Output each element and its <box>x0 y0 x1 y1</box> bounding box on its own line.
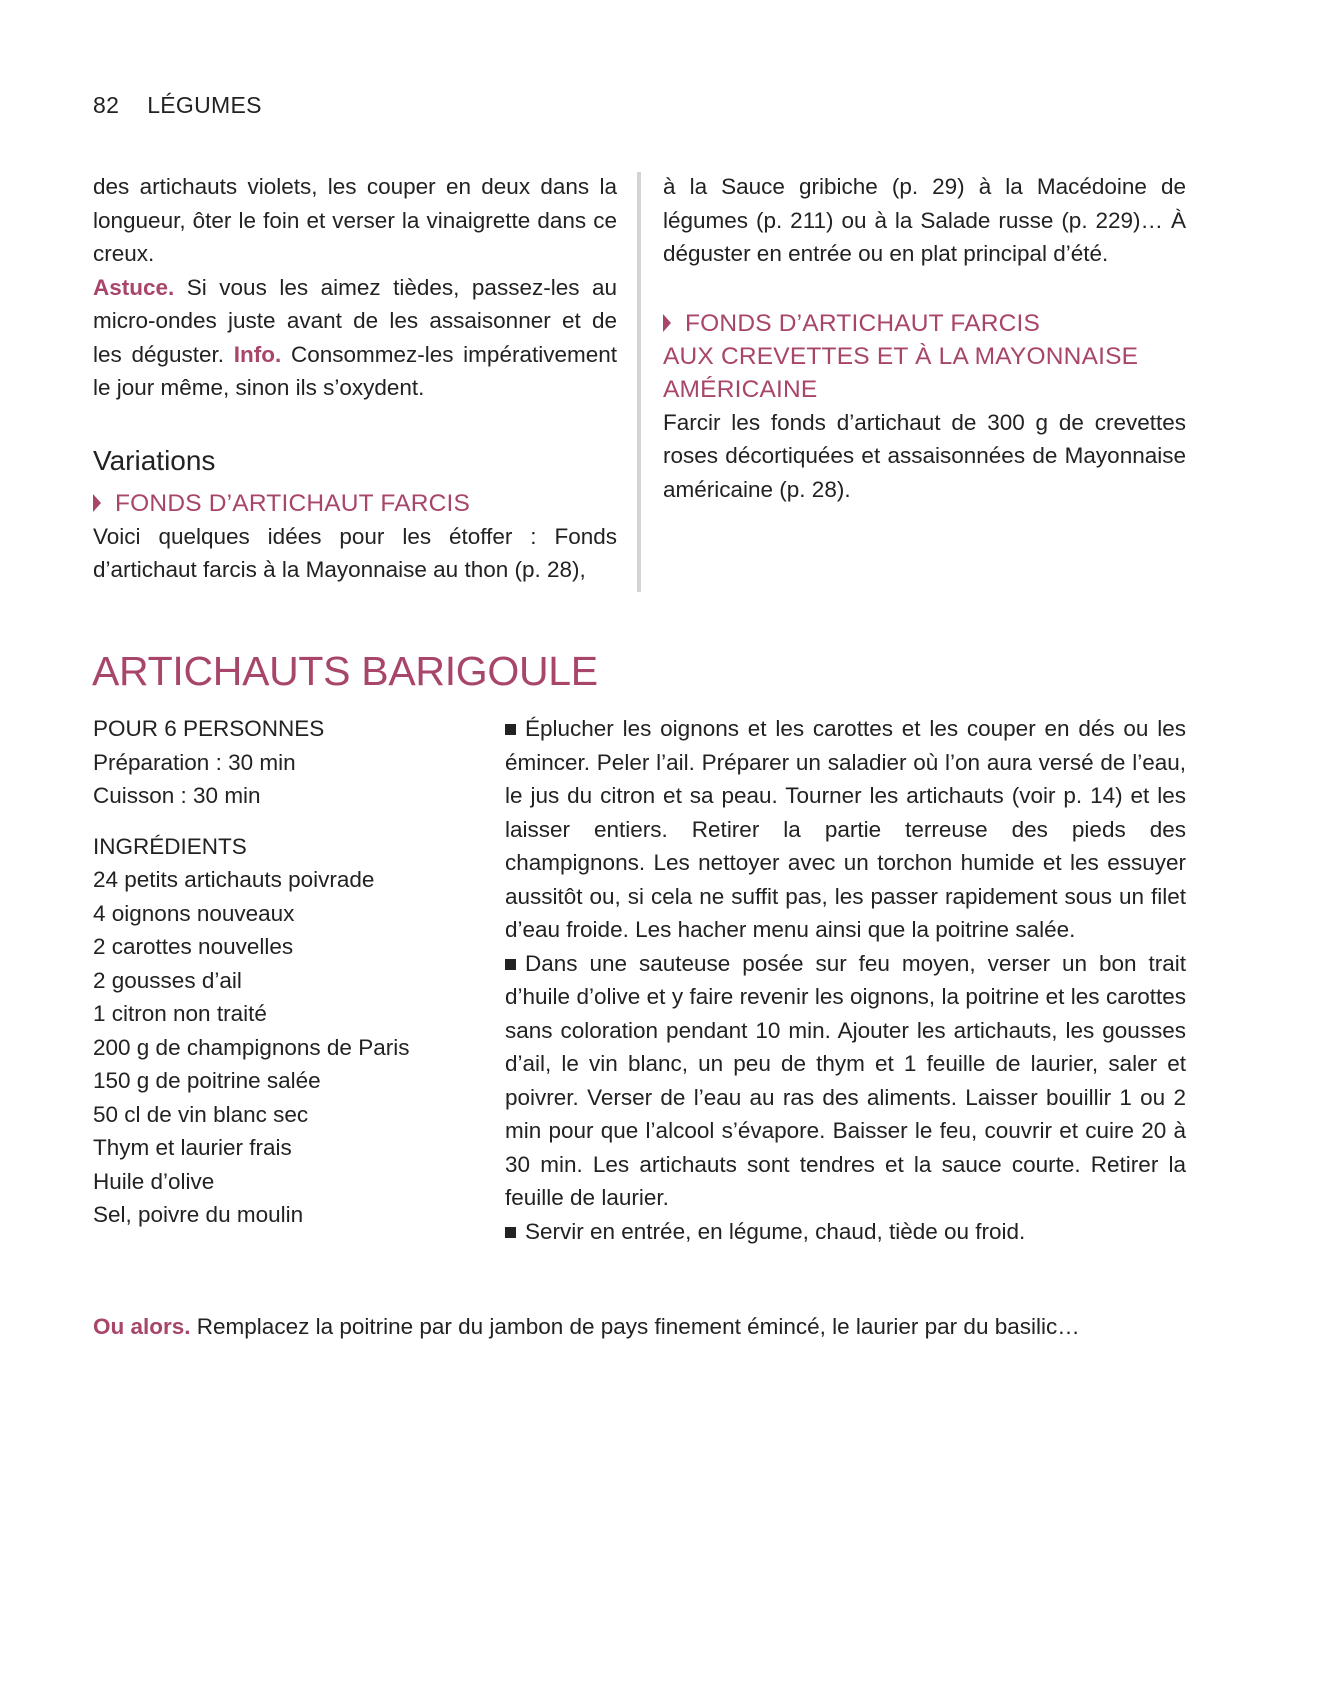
variation-subtitle-2 <box>663 307 1186 406</box>
prep-time: Préparation : 30 min <box>93 749 296 775</box>
step-paragraph <box>505 1215 1186 1249</box>
variation-subtitle-2-line2: AUX CREVETTES ET À LA MAYONNAISE <box>663 342 1139 370</box>
left-column <box>93 170 617 587</box>
info-label: Info. <box>233 341 282 367</box>
ingredient-list <box>93 863 493 1232</box>
section-title: LÉGUMES <box>147 92 262 118</box>
ingredient-item: Sel, poivre du moulin <box>93 1202 304 1227</box>
tip-label: Astuce. <box>93 274 175 300</box>
variations-heading: Variations <box>93 444 216 476</box>
ingredient-item: 24 petits artichauts poivrade <box>93 867 375 892</box>
square-bullet-icon <box>505 1227 516 1238</box>
variation-subtitle-2-line3: AMÉRICAINE <box>663 375 818 403</box>
square-bullet-icon <box>505 959 516 970</box>
ingredient-item: 2 gousses d’ail <box>93 967 242 993</box>
ingredient-item: 4 oignons nouveaux <box>93 900 295 926</box>
step-text: Servir en entrée, en légume, chaud, tiède ou froid. <box>525 1218 1026 1244</box>
variant-note <box>93 1310 1186 1344</box>
variation-subtitle-2-line1: FONDS D’ARTICHAUT FARCIS <box>685 309 1041 337</box>
recipe-steps <box>505 712 1186 1248</box>
right-column <box>663 170 1186 506</box>
ingredients-title: INGRÉDIENTS <box>93 833 247 859</box>
page-number: 82 <box>93 92 120 118</box>
ingredient-item: 50 cl de vin blanc sec <box>93 1101 309 1127</box>
recipe-title: ARTICHAUTS BARIGOULE <box>92 648 598 694</box>
variant-text: Remplacez la poitrine par du jambon de pays finement émincé, le laurier par du basilic… <box>190 1314 1080 1339</box>
variation-text-1: Voici quelques idées pour les étoffer : Fonds d’artichaut farcis à la Mayonnaise au thon (p. 28), <box>93 523 617 582</box>
step-text: Éplucher les oignons et les carottes et les couper en dés ou les émincer. Peler l’ail. Préparer un saladier où l’on aura versé de l’eau, le jus du citron et sa peau. Tourner les artichauts (voir p. 14) et les laisser entiers. Retirer la partie terreuse des pieds des champignons. Les nettoyer avec un torchon humide et les essuyer aussitôt ou, si cela ne suffit pas, les passer rapidement sous un filet d’eau froide. Les hacher menu ainsi que la poitrine salée. <box>505 716 1186 942</box>
triangle-bullet-icon <box>663 314 671 332</box>
variation-subtitle-1-text: FONDS D’ARTICHAUT FARCIS <box>115 489 471 517</box>
ingredient-item: 200 g de champignons de Paris <box>93 1034 410 1060</box>
intro-text: des artichauts violets, les couper en deux dans la longueur, ôter le foin et verser la vinaigrette dans ce creux. <box>93 174 617 266</box>
recipe-info <box>93 712 493 1232</box>
variation-subtitle-1 <box>93 487 617 520</box>
column-divider <box>637 172 641 592</box>
ingredient-item: 1 citron non traité <box>93 1001 267 1026</box>
variation-text-1-continued: à la Sauce gribiche (p. 29) à la Macédoine de légumes (p. 211) ou à la Salade russe (p. 229)… À déguster en entrée ou en plat principal d’été. <box>663 174 1186 266</box>
info-text: Consommez-les impérativement le jour même, sinon ils s’oxydent. <box>93 341 617 400</box>
ingredient-item: Huile d’olive <box>93 1168 215 1194</box>
ingredient-item: Thym et laurier frais <box>93 1135 292 1160</box>
ingredient-item: 150 g de poitrine salée <box>93 1068 321 1093</box>
step-paragraph <box>505 712 1186 947</box>
square-bullet-icon <box>505 724 516 735</box>
step-text: Dans une sauteuse posée sur feu moyen, verser un bon trait d’huile d’olive et y faire revenir les oignons, la poitrine et les carottes sans coloration pendant 10 min. Ajouter les artichauts, les gousses d’ail, le vin blanc, un peu de thym et 1 feuille de laurier, saler et poivrer. Verser de l’eau au ras des aliments. Laisser bouillir 1 ou 2 min pour que l’alcool s’évapore. Baisser le feu, couvrir et cuire 20 à 30 min. Les artichauts sont tendres et la sauce courte. Retirer la feuille de laurier. <box>505 950 1186 1210</box>
servings: POUR 6 PERSONNES <box>93 716 325 741</box>
variation-text-2: Farcir les fonds d’artichaut de 300 g de crevettes roses décortiquées et assaisonnées de Mayonnaise américaine (p. 28). <box>663 409 1186 502</box>
cook-time: Cuisson : 30 min <box>93 783 261 808</box>
ingredient-item: 2 carottes nouvelles <box>93 934 294 959</box>
step-paragraph <box>505 947 1186 1215</box>
tip-text: Si vous les aimez tièdes, passez-les au micro-ondes juste avant de les assaisonner et de les déguster. <box>93 274 617 367</box>
triangle-bullet-icon <box>93 494 101 512</box>
intro-paragraph <box>93 170 617 271</box>
page-header <box>93 92 262 119</box>
variant-label: Ou alors. <box>93 1314 191 1339</box>
tip-paragraph <box>93 271 617 405</box>
